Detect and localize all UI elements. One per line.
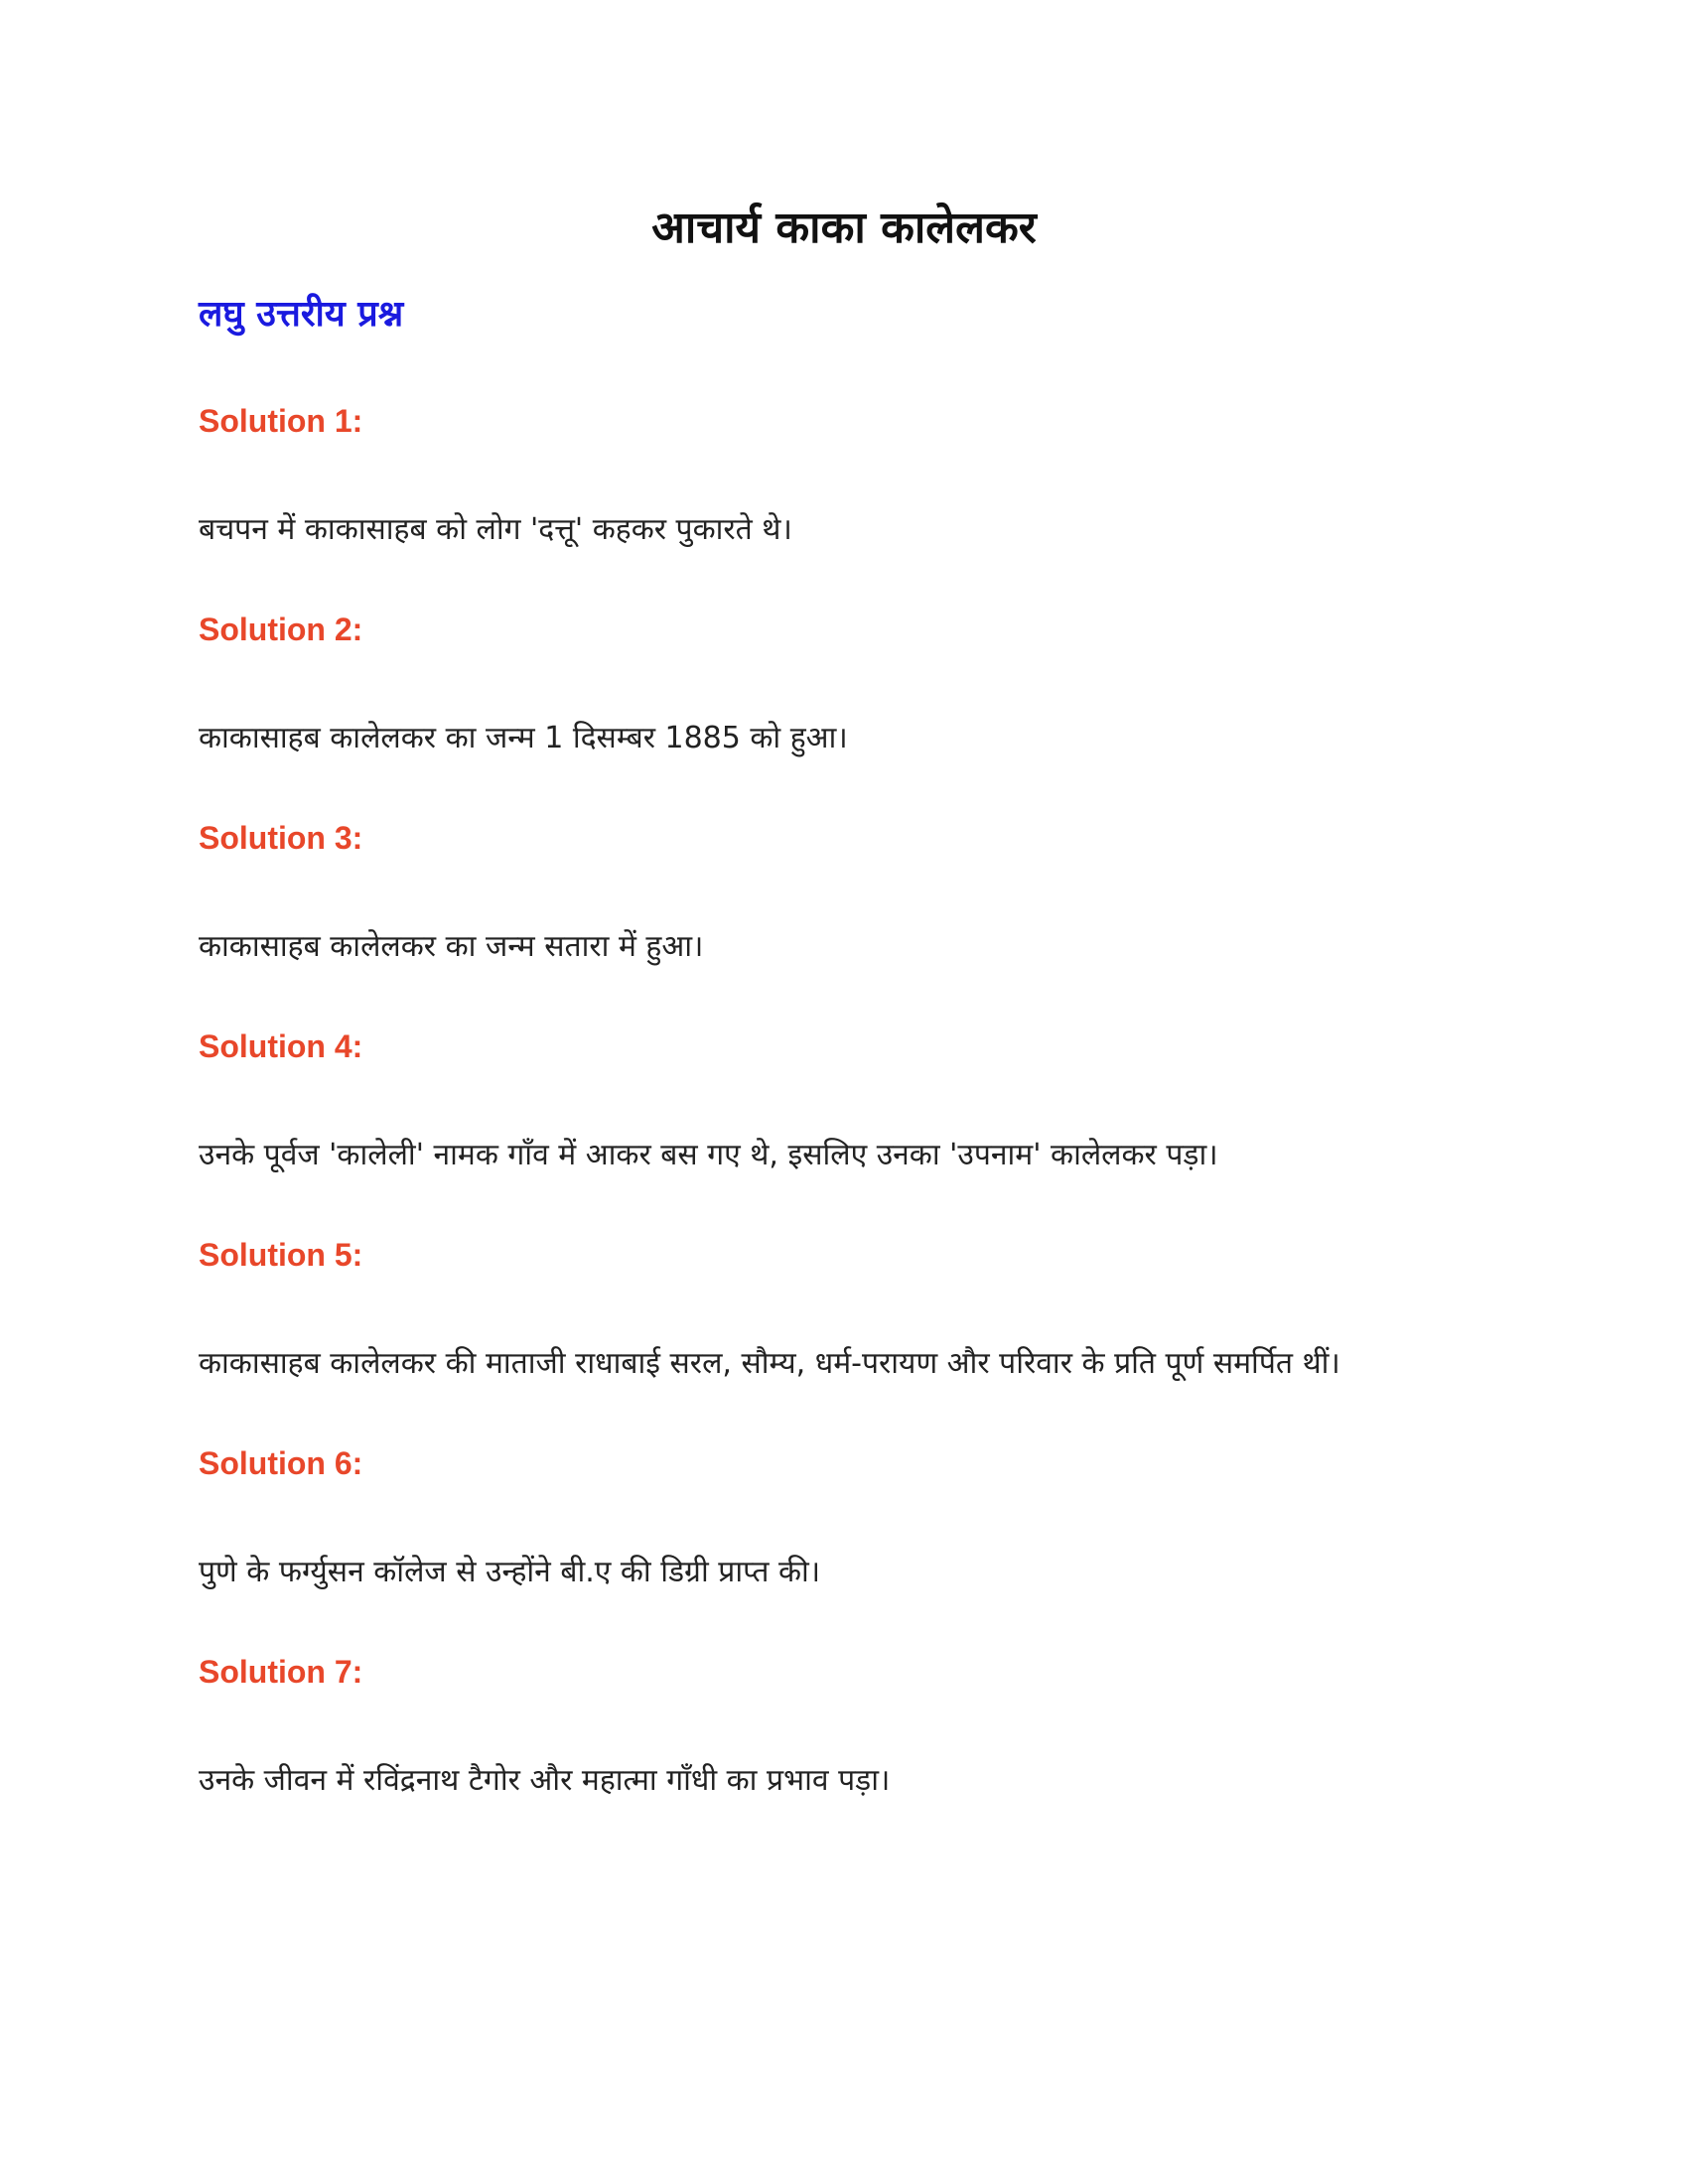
solution-label: Solution 2: bbox=[199, 612, 363, 647]
solution-label: Solution 5: bbox=[199, 1237, 363, 1273]
solution-item bbox=[199, 1231, 1489, 1392]
solution-item bbox=[199, 1439, 1489, 1600]
solution-label: Solution 1: bbox=[199, 403, 363, 439]
solutions-list bbox=[199, 397, 1489, 1856]
solution-label: Solution 3: bbox=[199, 820, 363, 856]
solution-label: Solution 6: bbox=[199, 1445, 363, 1481]
solution-item bbox=[199, 1023, 1489, 1183]
solution-label: Solution 7: bbox=[199, 1654, 363, 1690]
section-heading: लघु उत्तरीय प्रश्न bbox=[199, 294, 404, 335]
solution-answer: काकासाहब कालेलकर का जन्म 1 दिसम्बर 1885 को हुआ। bbox=[199, 721, 848, 755]
solution-answer: पुणे के फर्ग्युसन कॉलेज से उन्होंने बी.ए की डिग्री प्राप्त की। bbox=[199, 1555, 821, 1589]
solution-item bbox=[199, 397, 1489, 558]
solution-answer: काकासाहब कालेलकर का जन्म सतारा में हुआ। bbox=[199, 929, 704, 964]
solution-answer: बचपन में काकासाहब को लोग 'दत्तू' कहकर पुकारते थे। bbox=[199, 512, 792, 547]
solution-item bbox=[199, 606, 1489, 766]
solution-item bbox=[199, 814, 1489, 975]
page-title: आचार्य काका कालेलकर bbox=[651, 203, 1037, 253]
solution-answer: काकासाहब कालेलकर की माताजी राधाबाई सरल, सौम्य, धर्म-परायण और परिवार के प्रति पूर्ण समर्पित थीं। bbox=[199, 1346, 1340, 1381]
solution-answer: उनके जीवन में रविंद्रनाथ टैगोर और महात्मा गाँधी का प्रभाव पड़ा। bbox=[199, 1763, 891, 1798]
solution-item bbox=[199, 1648, 1489, 1809]
solution-answer: उनके पूर्वज 'कालेली' नामक गाँव में आकर बस गए थे, इसलिए उनका 'उपनाम' कालेलकर पड़ा। bbox=[199, 1138, 1218, 1172]
solution-label: Solution 4: bbox=[199, 1028, 363, 1064]
